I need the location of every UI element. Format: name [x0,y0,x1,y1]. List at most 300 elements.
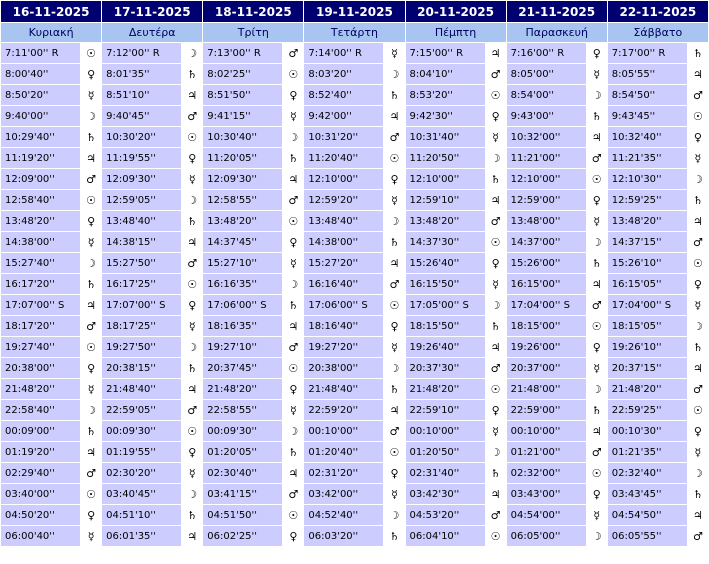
hour-time: 14:38'00'' [1,232,80,252]
planet-symbol-icon: ♃ [182,85,202,105]
planet-symbol-icon: ☉ [486,232,506,252]
planet-symbol-icon: ♄ [688,484,708,504]
planet-symbol-icon: ☿ [182,169,202,189]
hour-time: 01:20'50'' [406,442,485,462]
hour-time: 21:48'00'' [507,379,586,399]
hour-time: 10:29'40'' [1,127,80,147]
hour-time: 00:10'00'' [406,421,485,441]
planet-symbol-icon: ♃ [587,274,607,294]
hour-time: 21:48'40'' [102,379,181,399]
hour-time: 12:58'40'' [1,190,80,210]
hour-time: 17:04'00'' S [608,295,687,315]
hour-time: 13:48'20'' [406,211,485,231]
planet-symbol-icon: ♂ [688,526,708,546]
planet-symbol-icon: ☿ [81,379,101,399]
hour-time: 18:17'25'' [102,316,181,336]
planet-symbol-icon: ☿ [384,484,404,504]
planet-symbol-icon: ♄ [486,463,506,483]
planet-symbol-icon: ♃ [688,505,708,525]
hour-time: 18:15'50'' [406,316,485,336]
planet-symbol-icon: ☽ [283,127,303,147]
hour-time: 01:21'35'' [608,442,687,462]
planet-symbol-icon: ☽ [587,379,607,399]
planet-symbol-icon: ♀ [587,43,607,63]
hour-time: 14:37'45'' [203,232,282,252]
hour-time: 04:52'40'' [304,505,383,525]
planet-symbol-icon: ☉ [688,400,708,420]
hour-time: 11:20'40'' [304,148,383,168]
hour-time: 18:16'40'' [304,316,383,336]
hour-time: 00:09'30'' [102,421,181,441]
hour-time: 9:42'00'' [304,106,383,126]
table-row [1,106,708,126]
planet-symbol-icon: ♄ [587,106,607,126]
weekday-header: Σάββατο [608,23,708,42]
planet-symbol-icon: ♄ [81,127,101,147]
hour-time: 18:16'35'' [203,316,282,336]
hour-time: 7:17'00'' R [608,43,687,63]
weekday-header: Παρασκευή [507,23,607,42]
planet-symbol-icon: ☿ [81,232,101,252]
planet-symbol-icon: ☉ [587,316,607,336]
hour-time: 10:31'40'' [406,127,485,147]
planet-symbol-icon: ♃ [384,106,404,126]
table-row [1,463,708,483]
hour-time: 9:43'45'' [608,106,687,126]
planet-symbol-icon: ☿ [182,463,202,483]
weekday-header: Δευτέρα [102,23,202,42]
hour-time: 04:51'10'' [102,505,181,525]
planet-symbol-icon: ☽ [587,232,607,252]
planet-symbol-icon: ♀ [81,64,101,84]
hour-time: 8:01'35'' [102,64,181,84]
weekday-header-row [1,23,708,42]
hour-time: 22:59'00'' [507,400,586,420]
planet-symbol-icon: ☿ [384,190,404,210]
hour-time: 20:38'00'' [304,358,383,378]
planet-symbol-icon: ♀ [182,295,202,315]
planet-symbol-icon: ♃ [688,358,708,378]
hour-time: 22:59'10'' [406,400,485,420]
hour-time: 12:10'00'' [304,169,383,189]
hour-time: 13:48'00'' [507,211,586,231]
planet-symbol-icon: ♃ [587,421,607,441]
planet-symbol-icon: ☿ [587,505,607,525]
weekday-header: Πέμπτη [406,23,506,42]
hour-time: 06:04'10'' [406,526,485,546]
planet-symbol-icon: ♂ [182,106,202,126]
planet-symbol-icon: ☉ [283,358,303,378]
planet-symbol-icon: ♀ [688,127,708,147]
planet-symbol-icon: ☿ [283,253,303,273]
hour-time: 19:27'40'' [1,337,80,357]
planet-symbol-icon: ☽ [182,43,202,63]
hour-time: 22:59'05'' [102,400,181,420]
hour-time: 8:00'40'' [1,64,80,84]
planet-symbol-icon: ♃ [688,211,708,231]
planet-symbol-icon: ☿ [486,421,506,441]
planet-symbol-icon: ♄ [688,43,708,63]
planet-symbol-icon: ♀ [688,421,708,441]
table-row [1,505,708,525]
planet-symbol-icon: ♀ [283,379,303,399]
table-row [1,379,708,399]
planet-symbol-icon: ☉ [283,505,303,525]
hour-time: 12:09'30'' [102,169,181,189]
hour-time: 15:26'40'' [406,253,485,273]
hour-time: 11:21'35'' [608,148,687,168]
planet-symbol-icon: ♄ [384,232,404,252]
planet-symbol-icon: ☉ [384,295,404,315]
hour-time: 13:48'20'' [1,211,80,231]
planet-symbol-icon: ♀ [283,85,303,105]
hour-time: 19:26'10'' [608,337,687,357]
hour-time: 00:10'00'' [507,421,586,441]
hour-time: 03:42'00'' [304,484,383,504]
planet-symbol-icon: ☽ [486,295,506,315]
planet-symbol-icon: ☿ [587,358,607,378]
table-row [1,169,708,189]
planet-symbol-icon: ♂ [81,316,101,336]
table-row [1,190,708,210]
planet-symbol-icon: ♂ [587,442,607,462]
hour-time: 19:26'00'' [507,337,586,357]
hours-body [1,43,708,546]
hour-time: 15:27'20'' [304,253,383,273]
planet-symbol-icon: ♂ [182,253,202,273]
table-row [1,442,708,462]
planet-symbol-icon: ♄ [384,85,404,105]
planet-symbol-icon: ☽ [182,484,202,504]
planet-symbol-icon: ☽ [688,463,708,483]
planet-symbol-icon: ☽ [283,421,303,441]
hour-time: 02:29'40'' [1,463,80,483]
date-header: 17-11-2025 [102,1,202,22]
hour-time: 8:50'20'' [1,85,80,105]
planet-symbol-icon: ♄ [384,526,404,546]
hour-time: 02:30'40'' [203,463,282,483]
hour-time: 9:40'00'' [1,106,80,126]
planet-symbol-icon: ♀ [587,484,607,504]
planet-symbol-icon: ☉ [81,43,101,63]
table-row [1,526,708,546]
hour-time: 8:51'10'' [102,85,181,105]
hour-time: 06:01'35'' [102,526,181,546]
planet-symbol-icon: ♄ [283,148,303,168]
planet-symbol-icon: ♀ [486,106,506,126]
hour-time: 03:41'15'' [203,484,282,504]
date-header: 16-11-2025 [1,1,101,22]
planet-symbol-icon: ♂ [384,421,404,441]
hour-time: 10:32'40'' [608,127,687,147]
planet-symbol-icon: ♂ [587,295,607,315]
planet-symbol-icon: ♀ [182,442,202,462]
table-row [1,316,708,336]
planet-symbol-icon: ♃ [283,316,303,336]
hour-time: 15:26'00'' [507,253,586,273]
hour-time: 22:59'20'' [304,400,383,420]
planet-symbol-icon: ♄ [688,337,708,357]
hour-time: 12:09'30'' [203,169,282,189]
hour-time: 15:26'10'' [608,253,687,273]
planet-symbol-icon: ♀ [486,400,506,420]
hour-time: 8:05'55'' [608,64,687,84]
hour-time: 02:32'40'' [608,463,687,483]
planet-symbol-icon: ♄ [587,400,607,420]
hour-time: 9:42'30'' [406,106,485,126]
planet-symbol-icon: ☽ [182,337,202,357]
table-row [1,421,708,441]
planet-symbol-icon: ♂ [81,463,101,483]
planet-symbol-icon: ☽ [384,358,404,378]
hour-time: 01:20'40'' [304,442,383,462]
hour-time: 04:54'00'' [507,505,586,525]
planet-symbol-icon: ☽ [182,190,202,210]
table-row [1,274,708,294]
table-row [1,127,708,147]
hour-time: 13:48'40'' [304,211,383,231]
planet-symbol-icon: ☽ [283,274,303,294]
planet-symbol-icon: ☉ [81,190,101,210]
hour-time: 12:59'05'' [102,190,181,210]
hour-time: 7:16'00'' R [507,43,586,63]
hour-time: 06:05'55'' [608,526,687,546]
planet-symbol-icon: ♀ [384,316,404,336]
hour-time: 06:03'20'' [304,526,383,546]
hour-time: 7:15'00'' R [406,43,485,63]
planet-symbol-icon: ♀ [182,148,202,168]
planet-symbol-icon: ♀ [587,337,607,357]
planet-symbol-icon: ♀ [384,169,404,189]
hour-time: 01:19'55'' [102,442,181,462]
hour-time: 21:48'20'' [608,379,687,399]
hour-time: 03:43'00'' [507,484,586,504]
planet-symbol-icon: ♂ [587,148,607,168]
planet-symbol-icon: ♃ [182,526,202,546]
planet-symbol-icon: ♄ [486,316,506,336]
table-row [1,148,708,168]
planet-symbol-icon: ♃ [81,442,101,462]
hour-time: 12:09'00'' [1,169,80,189]
planet-symbol-icon: ♄ [384,379,404,399]
hour-time: 12:59'00'' [507,190,586,210]
planet-symbol-icon: ☉ [182,274,202,294]
weekday-header: Τρίτη [203,23,303,42]
hour-time: 16:15'00'' [507,274,586,294]
planet-symbol-icon: ♃ [384,400,404,420]
date-header: 21-11-2025 [507,1,607,22]
planet-symbol-icon: ♄ [81,421,101,441]
date-header: 20-11-2025 [406,1,506,22]
planet-symbol-icon: ♀ [283,526,303,546]
planet-symbol-icon: ♂ [486,64,506,84]
planet-symbol-icon: ♃ [486,484,506,504]
table-row [1,337,708,357]
hour-time: 19:27'10'' [203,337,282,357]
planet-symbol-icon: ♄ [81,274,101,294]
hour-time: 16:17'20'' [1,274,80,294]
planet-symbol-icon: ♂ [486,505,506,525]
planet-symbol-icon: ♂ [486,358,506,378]
hour-time: 11:19'55'' [102,148,181,168]
hour-time: 20:37'00'' [507,358,586,378]
hour-time: 10:30'20'' [102,127,181,147]
planet-symbol-icon: ♀ [81,505,101,525]
planet-symbol-icon: ♃ [688,64,708,84]
hour-time: 19:27'20'' [304,337,383,357]
hour-time: 20:38'00'' [1,358,80,378]
planet-symbol-icon: ☽ [384,505,404,525]
planet-symbol-icon: ♂ [182,400,202,420]
hour-time: 02:31'40'' [406,463,485,483]
hour-time: 15:27'50'' [102,253,181,273]
hour-time: 02:31'20'' [304,463,383,483]
hour-time: 06:00'40'' [1,526,80,546]
planet-symbol-icon: ♀ [486,253,506,273]
hour-time: 17:06'00'' S [304,295,383,315]
hour-time: 11:20'05'' [203,148,282,168]
hour-time: 9:40'45'' [102,106,181,126]
planet-symbol-icon: ♄ [182,358,202,378]
hour-time: 03:40'00'' [1,484,80,504]
hour-time: 11:21'00'' [507,148,586,168]
planet-symbol-icon: ♄ [486,169,506,189]
table-row [1,64,708,84]
hour-time: 16:15'05'' [608,274,687,294]
hour-time: 20:37'30'' [406,358,485,378]
date-header: 19-11-2025 [304,1,404,22]
hour-time: 20:37'15'' [608,358,687,378]
hour-time: 8:53'20'' [406,85,485,105]
planet-symbol-icon: ☽ [587,85,607,105]
hour-time: 04:51'50'' [203,505,282,525]
hour-time: 14:38'00'' [304,232,383,252]
table-row [1,295,708,315]
planet-symbol-icon: ♃ [283,463,303,483]
planet-symbol-icon: ☉ [384,442,404,462]
hour-time: 15:27'10'' [203,253,282,273]
hour-time: 16:15'50'' [406,274,485,294]
planet-symbol-icon: ♂ [486,211,506,231]
weekday-header: Κυριακή [1,23,101,42]
hour-time: 04:54'50'' [608,505,687,525]
hour-time: 04:53'20'' [406,505,485,525]
hour-time: 10:31'20'' [304,127,383,147]
hour-time: 11:19'20'' [1,148,80,168]
hour-time: 12:58'55'' [203,190,282,210]
hour-time: 12:59'20'' [304,190,383,210]
planet-symbol-icon: ♂ [283,43,303,63]
planet-symbol-icon: ☉ [587,463,607,483]
planet-symbol-icon: ♀ [81,358,101,378]
table-row [1,85,708,105]
planet-symbol-icon: ☿ [688,442,708,462]
planet-symbol-icon: ☿ [384,43,404,63]
hour-time: 17:05'00'' S [406,295,485,315]
hour-time: 12:10'30'' [608,169,687,189]
planet-symbol-icon: ☿ [688,148,708,168]
planet-symbol-icon: ♂ [283,190,303,210]
planet-symbol-icon: ☉ [688,253,708,273]
planet-symbol-icon: ☉ [283,64,303,84]
planet-symbol-icon: ♂ [688,232,708,252]
hour-time: 11:20'50'' [406,148,485,168]
planet-symbol-icon: ☽ [384,211,404,231]
planet-symbol-icon: ♄ [283,442,303,462]
hour-time: 03:43'45'' [608,484,687,504]
hour-time: 04:50'20'' [1,505,80,525]
hour-time: 13:48'40'' [102,211,181,231]
planet-symbol-icon: ♃ [182,232,202,252]
planet-symbol-icon: ☉ [587,169,607,189]
planet-symbol-icon: ♃ [384,253,404,273]
planet-symbol-icon: ♀ [587,190,607,210]
hour-time: 7:13'00'' R [203,43,282,63]
planet-symbol-icon: ♄ [587,253,607,273]
table-row [1,358,708,378]
hour-time: 8:02'25'' [203,64,282,84]
planet-symbol-icon: ♃ [182,379,202,399]
hour-time: 13:48'20'' [608,211,687,231]
planet-symbol-icon: ☿ [587,64,607,84]
hour-time: 17:04'00'' S [507,295,586,315]
hour-time: 21:48'20'' [203,379,282,399]
hour-time: 22:58'40'' [1,400,80,420]
planet-symbol-icon: ☽ [688,169,708,189]
planet-symbol-icon: ♀ [688,274,708,294]
planet-symbol-icon: ☿ [283,400,303,420]
hour-time: 14:37'15'' [608,232,687,252]
planet-symbol-icon: ♄ [182,64,202,84]
hour-time: 00:10'30'' [608,421,687,441]
planet-symbol-icon: ♃ [587,127,607,147]
hour-time: 14:37'00'' [507,232,586,252]
hour-time: 21:48'20'' [406,379,485,399]
planet-symbol-icon: ♃ [486,190,506,210]
hour-time: 06:02'25'' [203,526,282,546]
planet-symbol-icon: ♃ [283,169,303,189]
planet-symbol-icon: ☽ [81,106,101,126]
planet-symbol-icon: ♄ [283,295,303,315]
planet-symbol-icon: ☉ [486,379,506,399]
hour-time: 02:32'00'' [507,463,586,483]
planet-symbol-icon: ☿ [81,526,101,546]
hour-time: 22:59'25'' [608,400,687,420]
hour-time: 8:52'40'' [304,85,383,105]
planet-symbol-icon: ♀ [384,463,404,483]
date-header-row [1,1,708,22]
planet-symbol-icon: ♂ [283,337,303,357]
hour-time: 20:37'45'' [203,358,282,378]
planet-symbol-icon: ☽ [688,316,708,336]
planet-symbol-icon: ☉ [81,484,101,504]
planet-symbol-icon: ☉ [182,127,202,147]
planet-symbol-icon: ☿ [182,316,202,336]
hour-time: 00:10'00'' [304,421,383,441]
hour-time: 06:05'00'' [507,526,586,546]
table-row [1,232,708,252]
hour-time: 18:15'05'' [608,316,687,336]
planet-symbol-icon: ♃ [486,43,506,63]
planet-symbol-icon: ☿ [486,274,506,294]
planet-symbol-icon: ♀ [81,211,101,231]
hour-time: 17:06'00'' S [203,295,282,315]
hour-time: 13:48'20'' [203,211,282,231]
hour-time: 9:41'15'' [203,106,282,126]
hour-time: 21:48'20'' [1,379,80,399]
planet-symbol-icon: ☉ [486,526,506,546]
table-row [1,400,708,420]
